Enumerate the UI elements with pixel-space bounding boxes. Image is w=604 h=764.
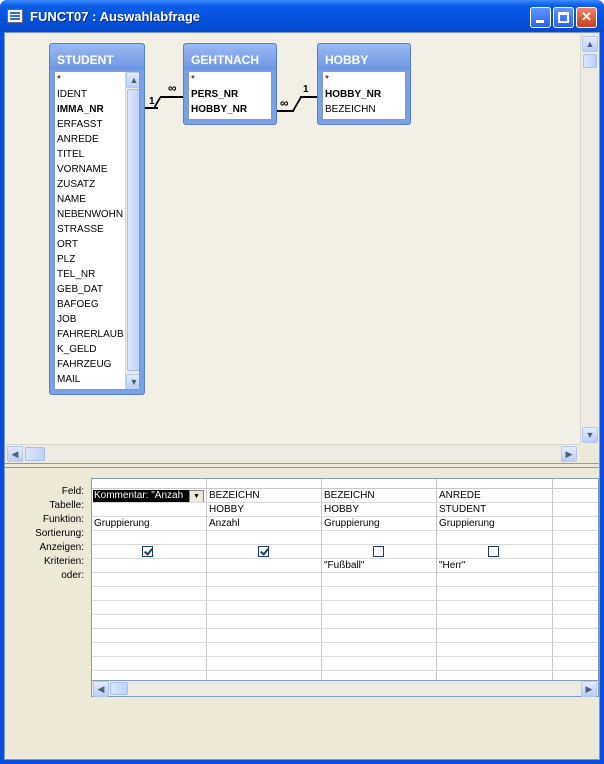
table-student-title[interactable]: STUDENT <box>50 44 144 70</box>
cell-feld[interactable] <box>92 489 206 503</box>
relation-many-label: ∞ <box>168 81 177 95</box>
grid-blank-row[interactable] <box>92 601 599 615</box>
cell-tabelle[interactable]: HOBBY <box>207 503 321 517</box>
relation-many-label-2: ∞ <box>280 96 289 110</box>
column-selector[interactable] <box>322 479 436 489</box>
minimize-icon <box>536 20 544 23</box>
table-hobby-fields[interactable] <box>322 71 406 120</box>
grid-blank-row[interactable] <box>92 615 599 629</box>
column-selector[interactable] <box>207 479 321 489</box>
scroll-thumb[interactable] <box>25 447 45 461</box>
column-selector[interactable] <box>92 479 206 489</box>
field-gehtnach-all[interactable]: * <box>191 74 195 85</box>
student-field-scrollbar[interactable] <box>125 72 140 390</box>
table-gehtnach[interactable] <box>183 43 277 125</box>
query-window-icon[interactable] <box>7 9 23 23</box>
field-student-fahrerlaub[interactable]: FAHRERLAUB <box>57 329 124 340</box>
cell-sortierung[interactable] <box>553 531 599 545</box>
field-student-vorname[interactable]: VORNAME <box>57 164 108 175</box>
row-label-oder: oder: <box>61 570 84 581</box>
cell-feld[interactable] <box>553 489 599 503</box>
cell-funktion[interactable]: Gruppierung <box>92 517 206 531</box>
relation-one-label: 1 <box>149 96 155 107</box>
row-label-kriterien: Kriterien: <box>43 556 84 567</box>
cell-funktion[interactable]: Anzahl <box>207 517 321 531</box>
cell-tabelle[interactable]: STUDENT <box>437 503 552 517</box>
field-student-k-geld[interactable]: K_GELD <box>57 344 97 355</box>
relation-line-hobby-gehtnach-end[interactable] <box>300 96 317 98</box>
field-student-ident[interactable]: IDENT <box>57 89 87 100</box>
minimize-button[interactable] <box>530 7 551 28</box>
cell-sortierung[interactable] <box>437 531 552 545</box>
cell-kriterien[interactable] <box>553 559 599 573</box>
close-button[interactable] <box>576 7 597 28</box>
cell-kriterien[interactable] <box>207 559 321 573</box>
relation-one-label-2: 1 <box>303 84 309 95</box>
cell-tabelle[interactable] <box>92 503 206 517</box>
field-student-zusatz[interactable]: ZUSATZ <box>57 179 96 190</box>
column-selector[interactable] <box>553 479 599 489</box>
cell-feld[interactable]: BEZEICHN <box>207 489 321 503</box>
cell-sortierung[interactable] <box>322 531 436 545</box>
scroll-left-icon[interactable]: ◀ <box>93 681 109 697</box>
query-design-grid[interactable] <box>91 478 599 690</box>
chevron-down-icon[interactable]: ▼ <box>189 490 204 503</box>
table-student[interactable] <box>49 43 145 395</box>
relation-line-hobby-gehtnach-diag[interactable] <box>292 97 302 111</box>
show-checkbox[interactable] <box>258 546 269 557</box>
field-student-name[interactable]: NAME <box>57 194 86 205</box>
cell-anzeigen[interactable] <box>322 545 436 559</box>
cell-oder[interactable] <box>92 573 206 587</box>
row-label-sortierung: Sortierung: <box>35 528 84 539</box>
field-student-tel-nr[interactable]: TEL_NR <box>57 269 96 280</box>
field-student-erfasst[interactable]: ERFASST <box>57 119 103 130</box>
relation-line-student-gehtnach-end[interactable] <box>160 96 183 98</box>
field-student-mail[interactable]: MAIL <box>57 374 81 385</box>
grid-blank-row[interactable] <box>92 629 599 643</box>
window-title: FUNCT07 : Auswahlabfrage <box>30 9 200 24</box>
cell-oder[interactable] <box>322 573 436 587</box>
row-label-tabelle: Tabelle: <box>49 500 84 511</box>
scroll-right-icon[interactable]: ▶ <box>561 446 577 462</box>
field-student-ort[interactable]: ORT <box>57 239 78 250</box>
cell-oder[interactable] <box>207 573 321 587</box>
cell-feld[interactable]: ANREDE <box>437 489 552 503</box>
field-student-nebenwohn[interactable]: NEBENWOHN <box>57 209 124 220</box>
field-gehtnach-pers-nr[interactable]: PERS_NR <box>191 89 239 100</box>
cell-oder[interactable] <box>553 573 599 587</box>
column-selector[interactable] <box>437 479 552 489</box>
table-design-pane[interactable] <box>5 34 580 444</box>
grid-blank-row[interactable] <box>92 587 599 601</box>
field-combo[interactable] <box>93 490 204 503</box>
field-student-geb-dat[interactable]: GEB_DAT <box>57 284 103 295</box>
grid-hscrollbar[interactable] <box>91 680 599 697</box>
cell-anzeigen[interactable] <box>553 545 599 559</box>
scroll-thumb[interactable] <box>110 682 128 695</box>
title-bar[interactable] <box>0 0 604 32</box>
maximize-icon <box>558 12 569 23</box>
cell-sortierung[interactable] <box>207 531 321 545</box>
show-checkbox[interactable] <box>373 546 384 557</box>
field-student-bafoeg[interactable]: BAFOEG <box>57 299 99 310</box>
cell-anzeigen[interactable] <box>437 545 552 559</box>
show-checkbox[interactable] <box>142 546 153 557</box>
design-pane-vscrollbar[interactable] <box>580 34 598 444</box>
scroll-down-icon[interactable]: ▼ <box>126 374 140 390</box>
cell-oder[interactable] <box>437 573 552 587</box>
field-hobby-bezeichn[interactable]: BEZEICHN <box>325 104 376 115</box>
field-student-titel[interactable]: TITEL <box>57 149 85 160</box>
field-student-plz[interactable]: PLZ <box>57 254 76 265</box>
field-student-strasse[interactable]: STRASSE <box>57 224 104 235</box>
cell-tabelle[interactable]: HOBBY <box>322 503 436 517</box>
cell-funktion[interactable]: Gruppierung <box>437 517 552 531</box>
cell-kriterien[interactable]: "Fußball" <box>322 559 436 573</box>
field-combo-value: Kommentar: "Anzah <box>94 490 184 501</box>
row-label-feld: Feld: <box>61 486 84 497</box>
field-student-fahrzeug[interactable]: FAHRZEUG <box>57 359 112 370</box>
scroll-thumb[interactable] <box>127 89 140 371</box>
cell-anzeigen[interactable] <box>207 545 321 559</box>
show-checkbox[interactable] <box>488 546 499 557</box>
scroll-up-icon[interactable]: ▲ <box>582 36 598 52</box>
grid-blank-row[interactable] <box>92 643 599 657</box>
cell-funktion[interactable]: Gruppierung <box>322 517 436 531</box>
query-grid-area <box>5 470 599 758</box>
table-hobby-title[interactable]: HOBBY <box>318 44 410 70</box>
design-pane-hscrollbar[interactable] <box>5 444 580 462</box>
scroll-down-icon[interactable]: ▼ <box>582 427 598 443</box>
field-gehtnach-hobby-nr[interactable]: HOBBY_NR <box>191 104 248 115</box>
table-hobby[interactable] <box>317 43 411 125</box>
close-icon: ✕ <box>581 9 592 24</box>
field-hobby-hobby-nr[interactable]: HOBBY_NR <box>325 89 382 100</box>
row-label-funktion: Funktion: <box>42 514 84 525</box>
cell-tabelle[interactable] <box>553 503 599 517</box>
row-label-anzeigen: Anzeigen: <box>39 542 84 553</box>
table-gehtnach-title[interactable]: GEHTNACH <box>184 44 276 70</box>
cell-sortierung[interactable] <box>92 531 206 545</box>
grid-blank-row[interactable] <box>92 657 599 671</box>
scroll-left-icon[interactable]: ◀ <box>7 446 23 462</box>
field-student-anrede[interactable]: ANREDE <box>57 134 99 145</box>
scroll-right-icon[interactable]: ▶ <box>581 681 597 697</box>
cell-anzeigen[interactable] <box>92 545 206 559</box>
scroll-up-icon[interactable]: ▲ <box>126 72 140 88</box>
scroll-thumb[interactable] <box>583 54 597 68</box>
field-student-job[interactable]: JOB <box>57 314 77 325</box>
table-gehtnach-fields[interactable] <box>188 71 272 120</box>
field-hobby-all[interactable]: * <box>325 74 329 85</box>
cell-kriterien[interactable]: "Herr" <box>437 559 552 573</box>
field-student-imma-nr[interactable]: IMMA_NR <box>57 104 104 115</box>
cell-funktion[interactable] <box>553 517 599 531</box>
pane-splitter[interactable] <box>5 463 599 468</box>
maximize-button[interactable] <box>553 7 574 28</box>
field-student-all[interactable]: * <box>57 74 61 85</box>
cell-kriterien[interactable] <box>92 559 206 573</box>
cell-feld[interactable]: BEZEICHN <box>322 489 436 503</box>
table-student-fields[interactable] <box>54 71 140 390</box>
